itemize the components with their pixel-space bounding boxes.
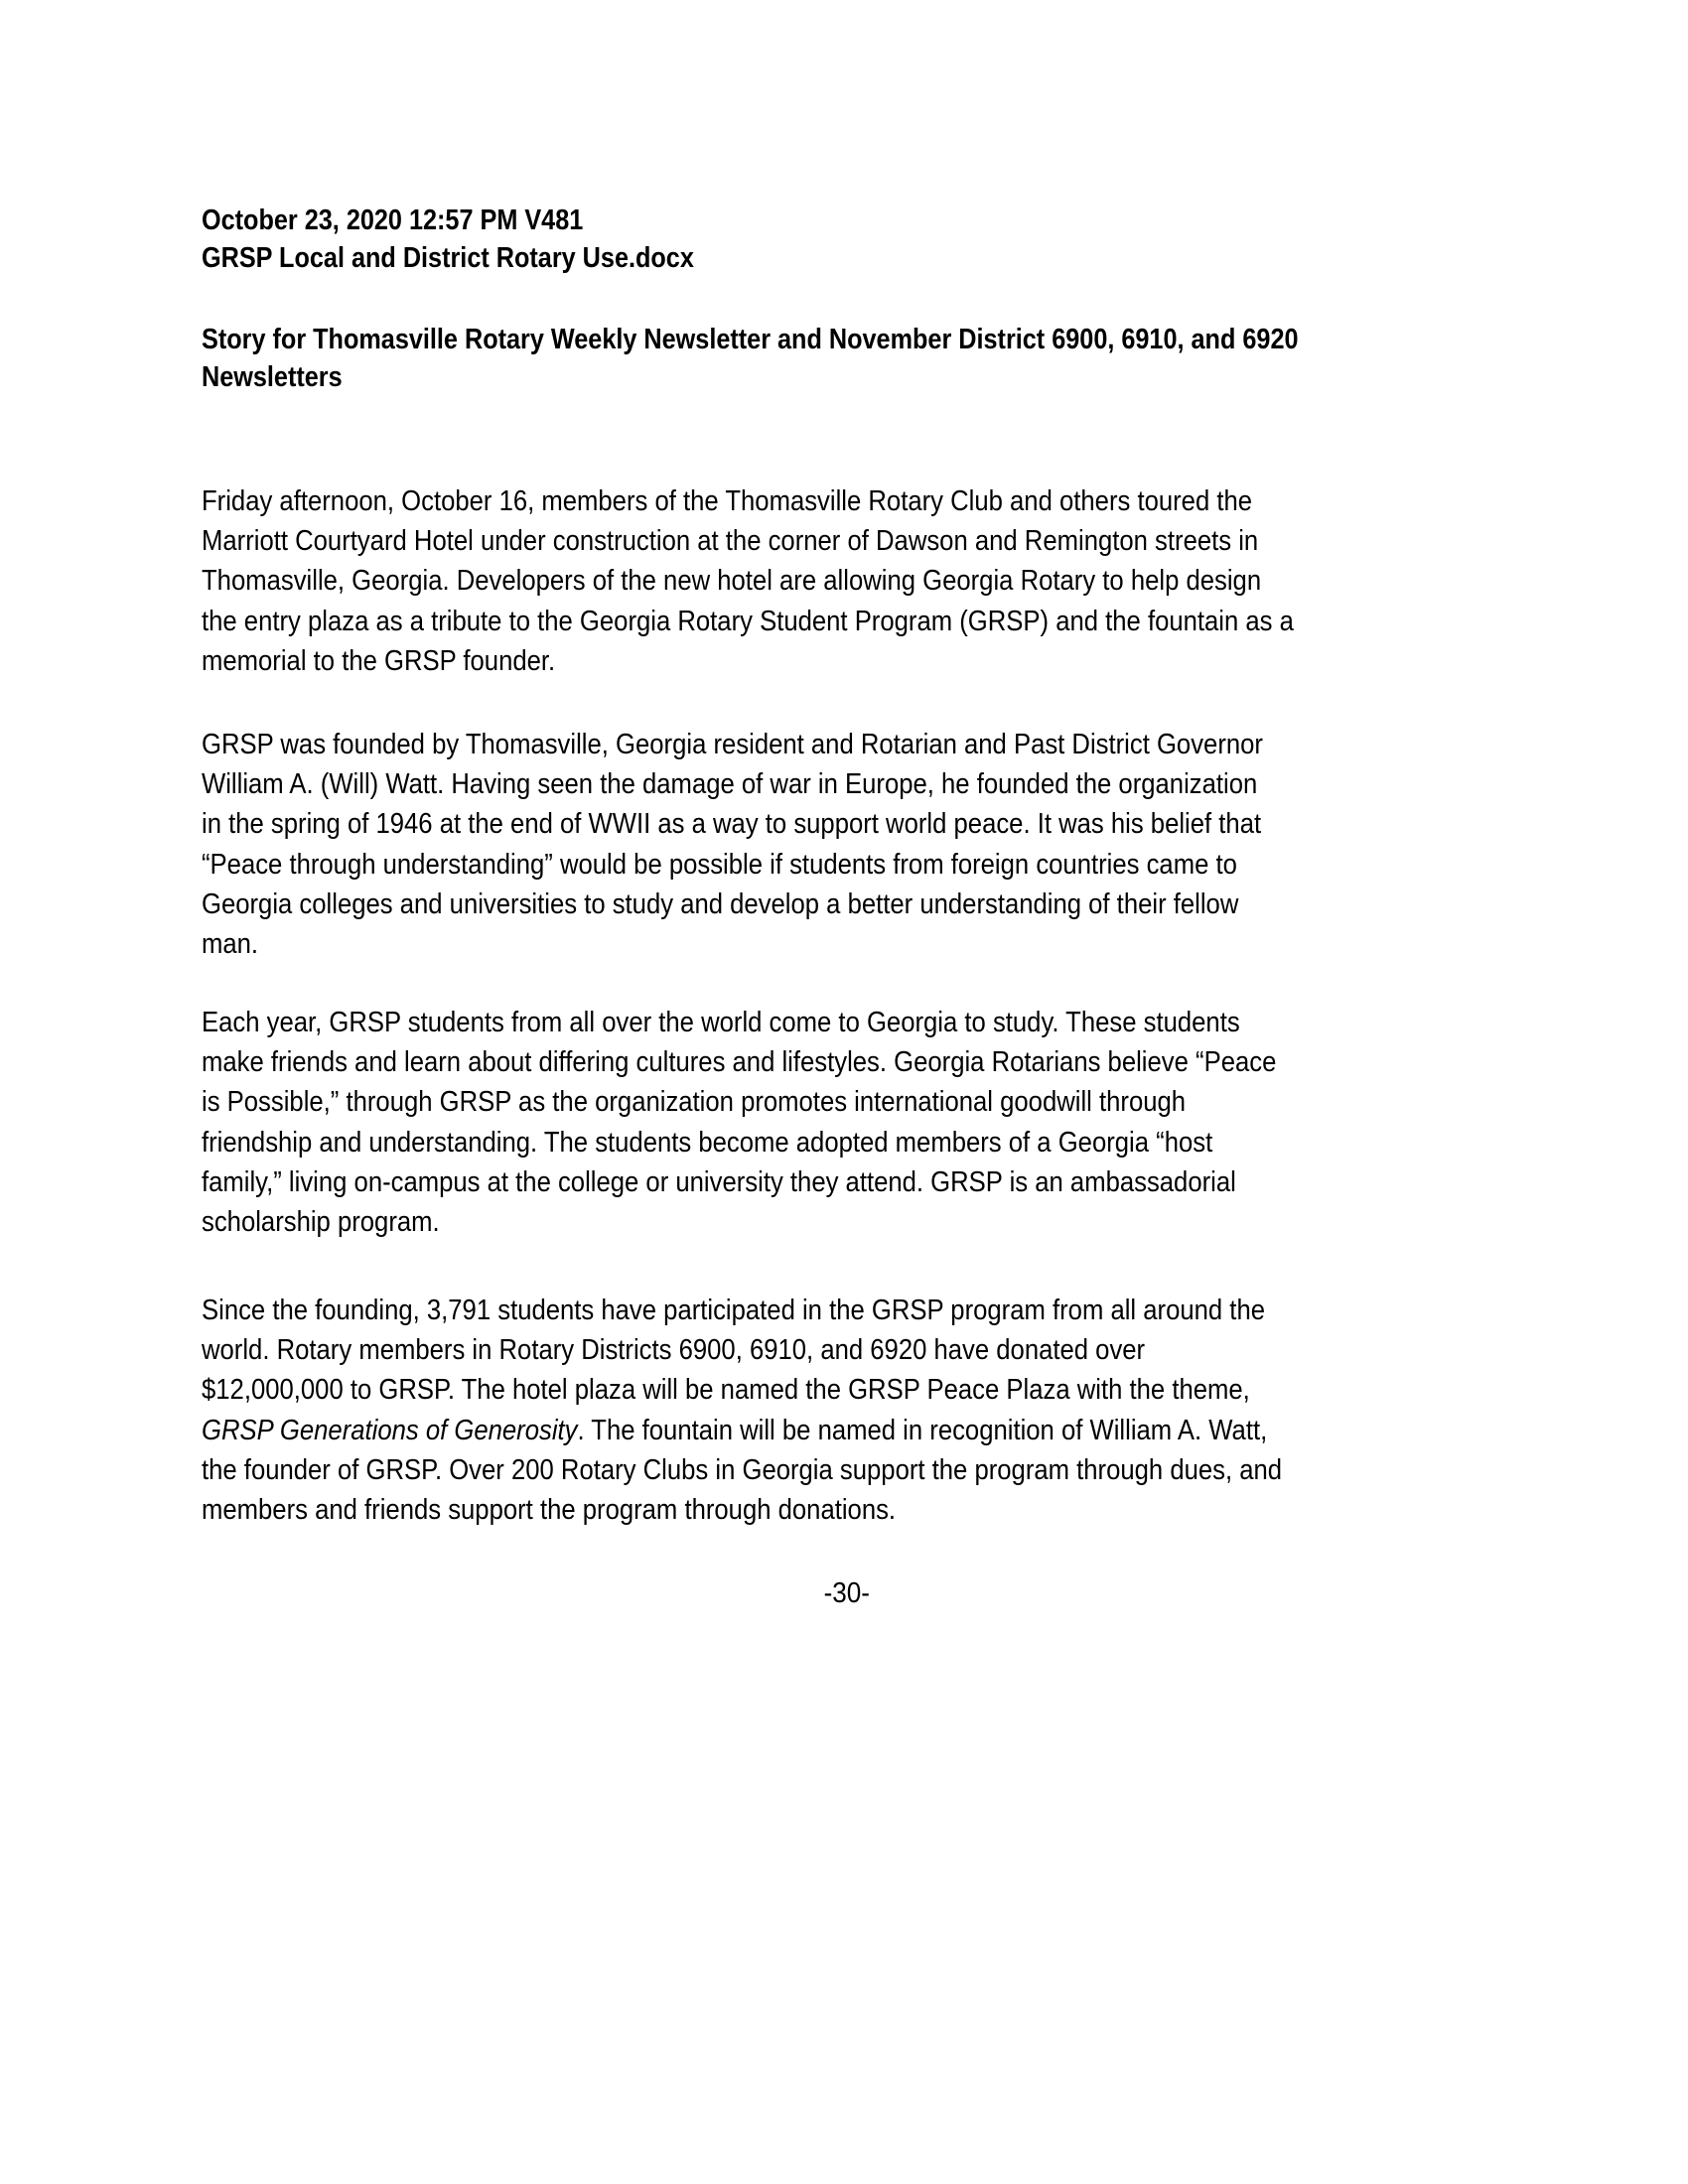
story-title-line: Story for Thomasville Rotary Weekly Newsletter and November District 6900, 6910, and 6920 [202, 324, 1299, 355]
plaza-theme-italic: GRSP Generations of Generosity [202, 1414, 578, 1446]
end-mark-text: -30- [823, 1577, 871, 1609]
story-title-line: Newsletters [202, 361, 343, 393]
paragraph-line: GRSP was founded by Thomasville, Georgia resident and Rotarian and Past District Governor [202, 729, 1263, 760]
paragraph-line: in the spring of 1946 at the end of WWII as a way to support world peace. It was his belief that [202, 808, 1262, 841]
paragraph-line: Friday afternoon, October 16, members of the Thomasville Rotary Club and others toured the [202, 485, 1253, 517]
paragraph-line: is Possible,” through GRSP as the organization promotes international goodwill through [202, 1086, 1187, 1119]
paragraph-line: the entry plaza as a tribute to the Georgia Rotary Student Program (GRSP) and the fountain as a [202, 605, 1294, 637]
paragraph-donations [202, 1291, 1520, 1530]
paragraph-line: “Peace through understanding” would be possible if students from foreign countries came to [202, 848, 1237, 881]
paragraph-hotel-tour [202, 481, 1520, 681]
paragraph-line: friendship and understanding. The students become adopted members of a Georgia “host [202, 1126, 1213, 1159]
paragraph-students [202, 1003, 1520, 1242]
paragraph-line: Thomasville, Georgia. Developers of the new hotel are allowing Georgia Rotary to help design [202, 565, 1262, 598]
timestamp-line: October 23, 2020 12:57 PM V481 [202, 205, 584, 236]
paragraph-line: make friends and learn about differing cultures and lifestyles. Georgia Rotarians believe “Peace [202, 1046, 1277, 1079]
paragraph-line: Each year, GRSP students from all over the world come to Georgia to study. These students [202, 1007, 1240, 1038]
paragraph-line: the founder of GRSP. Over 200 Rotary Clubs in Georgia support the program through dues, and [202, 1453, 1283, 1486]
story-title [202, 321, 1497, 396]
filename-line: GRSP Local and District Rotary Use.docx [202, 242, 694, 274]
paragraph-line: members and friends support the program through donations. [202, 1493, 897, 1526]
paragraph-grsp-founding [202, 725, 1520, 964]
document-header [202, 202, 1497, 277]
paragraph-line: Marriott Courtyard Hotel under construction at the corner of Dawson and Remington streets in [202, 525, 1259, 558]
paragraph-line: scholarship program. [202, 1205, 440, 1238]
end-of-story-mark [0, 1573, 1688, 1613]
paragraph-line: William A. (Will) Watt. Having seen the damage of war in Europe, he founded the organization [202, 768, 1258, 801]
paragraph-line: man. [202, 927, 259, 960]
paragraph-line-rest: . The fountain will be named in recognition of William A. Watt, [577, 1414, 1268, 1446]
paragraph-line: world. Rotary members in Rotary Districts 6900, 6910, and 6920 have donated over [202, 1334, 1146, 1367]
paragraph-line: memorial to the GRSP founder. [202, 644, 556, 677]
paragraph-line: Since the founding, 3,791 students have participated in the GRSP program from all around the [202, 1295, 1265, 1326]
paragraph-line: family,” living on-campus at the college or university they attend. GRSP is an ambassadorial [202, 1165, 1236, 1198]
paragraph-line [202, 1411, 1520, 1450]
paragraph-line: $12,000,000 to GRSP. The hotel plaza will be named the GRSP Peace Plaza with the theme, [202, 1374, 1250, 1407]
paragraph-line: Georgia colleges and universities to study and develop a better understanding of their fellow [202, 887, 1239, 920]
